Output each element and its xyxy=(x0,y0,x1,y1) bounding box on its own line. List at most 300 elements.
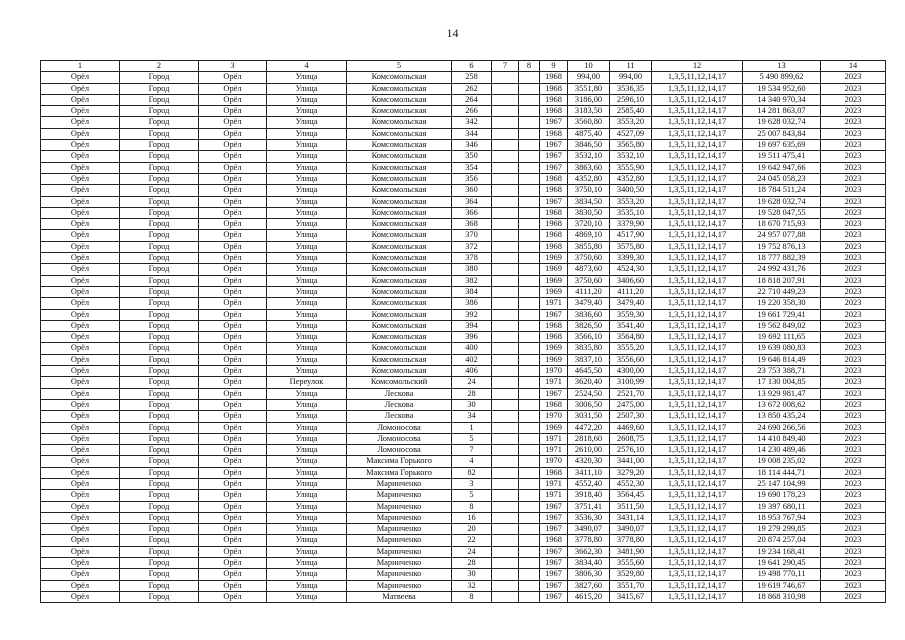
plan-year-cell: 2023 xyxy=(821,219,886,230)
total-area-cell: 3750,10 xyxy=(568,185,610,196)
work-types-cell: 1,3,5,11,12,14,17 xyxy=(652,411,743,422)
table-row xyxy=(41,433,886,444)
region-cell: Орёл xyxy=(41,512,120,523)
table-row xyxy=(41,332,886,343)
cost-cell: 25 147 104,99 xyxy=(743,478,821,489)
building-cell xyxy=(492,106,519,117)
table-row xyxy=(41,591,886,602)
house-number-cell: 24 xyxy=(452,546,492,557)
region-cell: Орёл xyxy=(41,354,120,365)
table-row xyxy=(41,490,886,501)
street-type-cell: Улица xyxy=(267,467,347,478)
total-area-cell: 3863,60 xyxy=(568,162,610,173)
year-cell: 1968 xyxy=(540,399,568,410)
house-number-cell: 394 xyxy=(452,320,492,331)
settlement-cell: Орёл xyxy=(199,535,267,546)
house-number-cell: 366 xyxy=(452,207,492,218)
year-cell: 1970 xyxy=(540,411,568,422)
street-type-cell: Улица xyxy=(267,558,347,569)
settlement-cell: Орёл xyxy=(199,399,267,410)
cost-cell: 19 628 032,74 xyxy=(743,117,821,128)
year-cell: 1967 xyxy=(540,117,568,128)
letter-cell xyxy=(519,354,540,365)
work-types-cell: 1,3,5,11,12,14,17 xyxy=(652,546,743,557)
letter-cell xyxy=(519,207,540,218)
year-cell: 1967 xyxy=(540,569,568,580)
letter-cell xyxy=(519,83,540,94)
total-area-cell: 3566,10 xyxy=(568,332,610,343)
house-number-cell: 384 xyxy=(452,286,492,297)
letter-cell xyxy=(519,309,540,320)
building-cell xyxy=(492,173,519,184)
table-row xyxy=(41,501,886,512)
work-types-cell: 1,3,5,11,12,14,17 xyxy=(652,456,743,467)
work-types-cell: 1,3,5,11,12,14,17 xyxy=(652,275,743,286)
table-row xyxy=(41,286,886,297)
plan-year-cell: 2023 xyxy=(821,445,886,456)
building-cell xyxy=(492,343,519,354)
living-area-cell: 2521,70 xyxy=(610,388,652,399)
cost-cell: 24 992 431,76 xyxy=(743,264,821,275)
settlement-type-cell: Город xyxy=(120,501,199,512)
letter-cell xyxy=(519,388,540,399)
plan-year-cell: 2023 xyxy=(821,456,886,467)
building-cell xyxy=(492,377,519,388)
building-cell xyxy=(492,546,519,557)
street-type-cell: Улица xyxy=(267,490,347,501)
table-row xyxy=(41,569,886,580)
living-area-cell: 3481,90 xyxy=(610,546,652,557)
table-row xyxy=(41,207,886,218)
region-cell: Орёл xyxy=(41,388,120,399)
house-number-cell: 360 xyxy=(452,185,492,196)
cost-cell: 13 850 435,24 xyxy=(743,411,821,422)
house-number-cell: 342 xyxy=(452,117,492,128)
street-type-cell: Улица xyxy=(267,286,347,297)
region-cell: Орёл xyxy=(41,264,120,275)
letter-cell xyxy=(519,286,540,297)
plan-year-cell: 2023 xyxy=(821,72,886,83)
street-name-cell: Комсомольская xyxy=(347,106,452,117)
living-area-cell: 4527,09 xyxy=(610,128,652,139)
total-area-cell: 4320,30 xyxy=(568,456,610,467)
living-area-cell: 3536,35 xyxy=(610,83,652,94)
living-area-cell: 3559,30 xyxy=(610,309,652,320)
house-number-cell: 30 xyxy=(452,399,492,410)
street-type-cell: Улица xyxy=(267,94,347,105)
cost-cell: 14 230 489,46 xyxy=(743,445,821,456)
column-header: 8 xyxy=(519,61,540,72)
region-cell: Орёл xyxy=(41,546,120,557)
street-name-cell: Комсомольская xyxy=(347,264,452,275)
building-cell xyxy=(492,128,519,139)
letter-cell xyxy=(519,377,540,388)
cost-cell: 19 690 178,23 xyxy=(743,490,821,501)
house-number-cell: 368 xyxy=(452,219,492,230)
table-row xyxy=(41,241,886,252)
letter-cell xyxy=(519,490,540,501)
year-cell: 1968 xyxy=(540,332,568,343)
cost-cell: 19 220 358,30 xyxy=(743,298,821,309)
settlement-type-cell: Город xyxy=(120,151,199,162)
letter-cell xyxy=(519,219,540,230)
house-number-cell: 356 xyxy=(452,173,492,184)
letter-cell xyxy=(519,546,540,557)
house-number-cell: 364 xyxy=(452,196,492,207)
plan-year-cell: 2023 xyxy=(821,94,886,105)
settlement-cell: Орёл xyxy=(199,207,267,218)
letter-cell xyxy=(519,128,540,139)
region-cell: Орёл xyxy=(41,185,120,196)
total-area-cell: 3750,60 xyxy=(568,253,610,264)
total-area-cell: 3183,50 xyxy=(568,106,610,117)
street-type-cell: Улица xyxy=(267,241,347,252)
settlement-type-cell: Город xyxy=(120,83,199,94)
cost-cell: 18 868 310,98 xyxy=(743,591,821,602)
building-cell xyxy=(492,219,519,230)
house-number-cell: 16 xyxy=(452,512,492,523)
year-cell: 1967 xyxy=(540,388,568,399)
street-type-cell: Улица xyxy=(267,83,347,94)
settlement-type-cell: Город xyxy=(120,309,199,320)
table-row xyxy=(41,366,886,377)
letter-cell xyxy=(519,478,540,489)
living-area-cell: 3551,70 xyxy=(610,580,652,591)
table-row xyxy=(41,140,886,151)
street-name-cell: Маринченко xyxy=(347,490,452,501)
settlement-type-cell: Город xyxy=(120,253,199,264)
street-type-cell: Улица xyxy=(267,366,347,377)
settlement-cell: Орёл xyxy=(199,230,267,241)
settlement-cell: Орёл xyxy=(199,591,267,602)
total-area-cell: 4645,50 xyxy=(568,366,610,377)
total-area-cell: 3551,80 xyxy=(568,83,610,94)
region-cell: Орёл xyxy=(41,320,120,331)
total-area-cell: 3479,40 xyxy=(568,298,610,309)
cost-cell: 19 279 299,85 xyxy=(743,524,821,535)
plan-year-cell: 2023 xyxy=(821,185,886,196)
street-type-cell: Улица xyxy=(267,207,347,218)
street-type-cell: Улица xyxy=(267,320,347,331)
building-cell xyxy=(492,512,519,523)
table-row xyxy=(41,422,886,433)
region-cell: Орёл xyxy=(41,366,120,377)
work-types-cell: 1,3,5,11,12,14,17 xyxy=(652,569,743,580)
street-type-cell: Улица xyxy=(267,151,347,162)
year-cell: 1969 xyxy=(540,422,568,433)
letter-cell xyxy=(519,264,540,275)
street-type-cell: Улица xyxy=(267,411,347,422)
plan-year-cell: 2023 xyxy=(821,230,886,241)
letter-cell xyxy=(519,456,540,467)
work-types-cell: 1,3,5,11,12,14,17 xyxy=(652,117,743,128)
letter-cell xyxy=(519,366,540,377)
cost-cell: 19 641 290,45 xyxy=(743,558,821,569)
year-cell: 1968 xyxy=(540,128,568,139)
house-number-cell: 32 xyxy=(452,580,492,591)
year-cell: 1971 xyxy=(540,490,568,501)
region-cell: Орёл xyxy=(41,219,120,230)
letter-cell xyxy=(519,173,540,184)
year-cell: 1967 xyxy=(540,512,568,523)
street-type-cell: Улица xyxy=(267,343,347,354)
region-cell: Орёл xyxy=(41,433,120,444)
plan-year-cell: 2023 xyxy=(821,377,886,388)
plan-year-cell: 2023 xyxy=(821,83,886,94)
table-row xyxy=(41,343,886,354)
living-area-cell: 3399,30 xyxy=(610,253,652,264)
year-cell: 1968 xyxy=(540,535,568,546)
total-area-cell: 2818,60 xyxy=(568,433,610,444)
plan-year-cell: 2023 xyxy=(821,591,886,602)
settlement-cell: Орёл xyxy=(199,298,267,309)
total-area-cell: 3918,40 xyxy=(568,490,610,501)
total-area-cell: 3834,40 xyxy=(568,558,610,569)
building-cell xyxy=(492,151,519,162)
settlement-cell: Орёл xyxy=(199,388,267,399)
region-cell: Орёл xyxy=(41,253,120,264)
living-area-cell: 3100,99 xyxy=(610,377,652,388)
letter-cell xyxy=(519,94,540,105)
cost-cell: 19 628 032,74 xyxy=(743,196,821,207)
street-name-cell: Маринченко xyxy=(347,524,452,535)
settlement-cell: Орёл xyxy=(199,320,267,331)
living-area-cell: 3511,50 xyxy=(610,501,652,512)
street-type-cell: Улица xyxy=(267,173,347,184)
street-type-cell: Улица xyxy=(267,140,347,151)
street-name-cell: Матвеева xyxy=(347,591,452,602)
house-number-cell: 1 xyxy=(452,422,492,433)
settlement-type-cell: Город xyxy=(120,366,199,377)
work-types-cell: 1,3,5,11,12,14,17 xyxy=(652,151,743,162)
table-row xyxy=(41,478,886,489)
year-cell: 1967 xyxy=(540,546,568,557)
cost-cell: 5 490 899,62 xyxy=(743,72,821,83)
building-cell xyxy=(492,591,519,602)
work-types-cell: 1,3,5,11,12,14,17 xyxy=(652,332,743,343)
building-cell xyxy=(492,275,519,286)
street-name-cell: Комсомольская xyxy=(347,366,452,377)
region-cell: Орёл xyxy=(41,72,120,83)
plan-year-cell: 2023 xyxy=(821,388,886,399)
living-area-cell: 3555,90 xyxy=(610,162,652,173)
total-area-cell: 3560,80 xyxy=(568,117,610,128)
house-number-cell: 378 xyxy=(452,253,492,264)
region-cell: Орёл xyxy=(41,580,120,591)
street-type-cell: Улица xyxy=(267,309,347,320)
street-type-cell: Переулок xyxy=(267,377,347,388)
building-cell xyxy=(492,456,519,467)
plan-year-cell: 2023 xyxy=(821,558,886,569)
street-type-cell: Улица xyxy=(267,388,347,399)
street-name-cell: Маринченко xyxy=(347,580,452,591)
letter-cell xyxy=(519,140,540,151)
column-header: 13 xyxy=(743,61,821,72)
cost-cell: 19 397 680,11 xyxy=(743,501,821,512)
work-types-cell: 1,3,5,11,12,14,17 xyxy=(652,433,743,444)
plan-year-cell: 2023 xyxy=(821,524,886,535)
total-area-cell: 3186,00 xyxy=(568,94,610,105)
living-area-cell: 4469,60 xyxy=(610,422,652,433)
letter-cell xyxy=(519,106,540,117)
total-area-cell: 994,00 xyxy=(568,72,610,83)
table-row xyxy=(41,151,886,162)
total-area-cell: 3834,50 xyxy=(568,196,610,207)
plan-year-cell: 2023 xyxy=(821,298,886,309)
region-cell: Орёл xyxy=(41,332,120,343)
settlement-type-cell: Город xyxy=(120,128,199,139)
total-area-cell: 3006,50 xyxy=(568,399,610,410)
plan-year-cell: 2023 xyxy=(821,512,886,523)
region-cell: Орёл xyxy=(41,569,120,580)
street-type-cell: Улица xyxy=(267,275,347,286)
cost-cell: 14 410 849,40 xyxy=(743,433,821,444)
year-cell: 1970 xyxy=(540,366,568,377)
settlement-cell: Орёл xyxy=(199,253,267,264)
year-cell: 1968 xyxy=(540,185,568,196)
living-area-cell: 2576,10 xyxy=(610,445,652,456)
settlement-cell: Орёл xyxy=(199,309,267,320)
settlement-cell: Орёл xyxy=(199,162,267,173)
letter-cell xyxy=(519,298,540,309)
cost-cell: 14 340 970,34 xyxy=(743,94,821,105)
settlement-cell: Орёл xyxy=(199,490,267,501)
house-number-cell: 350 xyxy=(452,151,492,162)
living-area-cell: 3535,10 xyxy=(610,207,652,218)
settlement-cell: Орёл xyxy=(199,478,267,489)
table-row xyxy=(41,230,886,241)
plan-year-cell: 2023 xyxy=(821,501,886,512)
cost-cell: 24 957 077,88 xyxy=(743,230,821,241)
living-area-cell: 4352,80 xyxy=(610,173,652,184)
settlement-cell: Орёл xyxy=(199,286,267,297)
plan-year-cell: 2023 xyxy=(821,343,886,354)
street-type-cell: Улица xyxy=(267,253,347,264)
region-cell: Орёл xyxy=(41,456,120,467)
table-row xyxy=(41,512,886,523)
table-row xyxy=(41,128,886,139)
plan-year-cell: 2023 xyxy=(821,546,886,557)
street-type-cell: Улица xyxy=(267,535,347,546)
living-area-cell: 3553,20 xyxy=(610,117,652,128)
year-cell: 1967 xyxy=(540,151,568,162)
year-cell: 1971 xyxy=(540,298,568,309)
work-types-cell: 1,3,5,11,12,14,17 xyxy=(652,173,743,184)
street-type-cell: Улица xyxy=(267,591,347,602)
total-area-cell: 3827,60 xyxy=(568,580,610,591)
building-cell xyxy=(492,207,519,218)
work-types-cell: 1,3,5,11,12,14,17 xyxy=(652,128,743,139)
column-header: 2 xyxy=(120,61,199,72)
total-area-cell: 3837,10 xyxy=(568,354,610,365)
street-name-cell: Маринченко xyxy=(347,569,452,580)
street-name-cell: Комсомольская xyxy=(347,298,452,309)
building-cell xyxy=(492,478,519,489)
letter-cell xyxy=(519,535,540,546)
work-types-cell: 1,3,5,11,12,14,17 xyxy=(652,241,743,252)
total-area-cell: 4472,20 xyxy=(568,422,610,433)
cost-cell: 19 528 047,55 xyxy=(743,207,821,218)
region-cell: Орёл xyxy=(41,501,120,512)
total-area-cell: 4875,40 xyxy=(568,128,610,139)
street-name-cell: Ломоносова xyxy=(347,445,452,456)
building-cell xyxy=(492,320,519,331)
year-cell: 1971 xyxy=(540,445,568,456)
settlement-type-cell: Город xyxy=(120,196,199,207)
street-name-cell: Комсомольская xyxy=(347,151,452,162)
region-cell: Орёл xyxy=(41,94,120,105)
settlement-type-cell: Город xyxy=(120,230,199,241)
year-cell: 1968 xyxy=(540,106,568,117)
letter-cell xyxy=(519,275,540,286)
table-row xyxy=(41,456,886,467)
settlement-type-cell: Город xyxy=(120,524,199,535)
settlement-type-cell: Город xyxy=(120,558,199,569)
plan-year-cell: 2023 xyxy=(821,467,886,478)
work-types-cell: 1,3,5,11,12,14,17 xyxy=(652,467,743,478)
living-area-cell: 3441,00 xyxy=(610,456,652,467)
total-area-cell: 4873,60 xyxy=(568,264,610,275)
work-types-cell: 1,3,5,11,12,14,17 xyxy=(652,72,743,83)
total-area-cell: 3620,40 xyxy=(568,377,610,388)
street-name-cell: Лескова xyxy=(347,399,452,410)
building-cell xyxy=(492,501,519,512)
street-name-cell: Маринченко xyxy=(347,558,452,569)
table-row xyxy=(41,83,886,94)
column-header: 3 xyxy=(199,61,267,72)
cost-cell: 13 929 981,47 xyxy=(743,388,821,399)
table-row xyxy=(41,535,886,546)
letter-cell xyxy=(519,162,540,173)
plan-year-cell: 2023 xyxy=(821,140,886,151)
plan-year-cell: 2023 xyxy=(821,173,886,184)
settlement-cell: Орёл xyxy=(199,275,267,286)
table-row xyxy=(41,467,886,478)
table-row xyxy=(41,162,886,173)
year-cell: 1968 xyxy=(540,241,568,252)
living-area-cell: 2585,40 xyxy=(610,106,652,117)
year-cell: 1967 xyxy=(540,140,568,151)
street-type-cell: Улица xyxy=(267,117,347,128)
year-cell: 1968 xyxy=(540,219,568,230)
house-number-cell: 34 xyxy=(452,411,492,422)
year-cell: 1969 xyxy=(540,253,568,264)
plan-year-cell: 2023 xyxy=(821,275,886,286)
letter-cell xyxy=(519,445,540,456)
cost-cell: 19 697 635,69 xyxy=(743,140,821,151)
letter-cell xyxy=(519,241,540,252)
cost-cell: 19 234 168,41 xyxy=(743,546,821,557)
region-cell: Орёл xyxy=(41,377,120,388)
region-cell: Орёл xyxy=(41,151,120,162)
building-cell xyxy=(492,388,519,399)
settlement-cell: Орёл xyxy=(199,558,267,569)
building-cell xyxy=(492,241,519,252)
letter-cell xyxy=(519,467,540,478)
settlement-type-cell: Город xyxy=(120,490,199,501)
settlement-cell: Орёл xyxy=(199,151,267,162)
street-name-cell: Комсомольская xyxy=(347,162,452,173)
house-number-cell: 4 xyxy=(452,456,492,467)
settlement-cell: Орёл xyxy=(199,343,267,354)
plan-year-cell: 2023 xyxy=(821,253,886,264)
living-area-cell: 3541,40 xyxy=(610,320,652,331)
region-cell: Орёл xyxy=(41,230,120,241)
year-cell: 1967 xyxy=(540,501,568,512)
building-cell xyxy=(492,253,519,264)
street-name-cell: Лескова xyxy=(347,411,452,422)
cost-cell: 18 114 444,71 xyxy=(743,467,821,478)
